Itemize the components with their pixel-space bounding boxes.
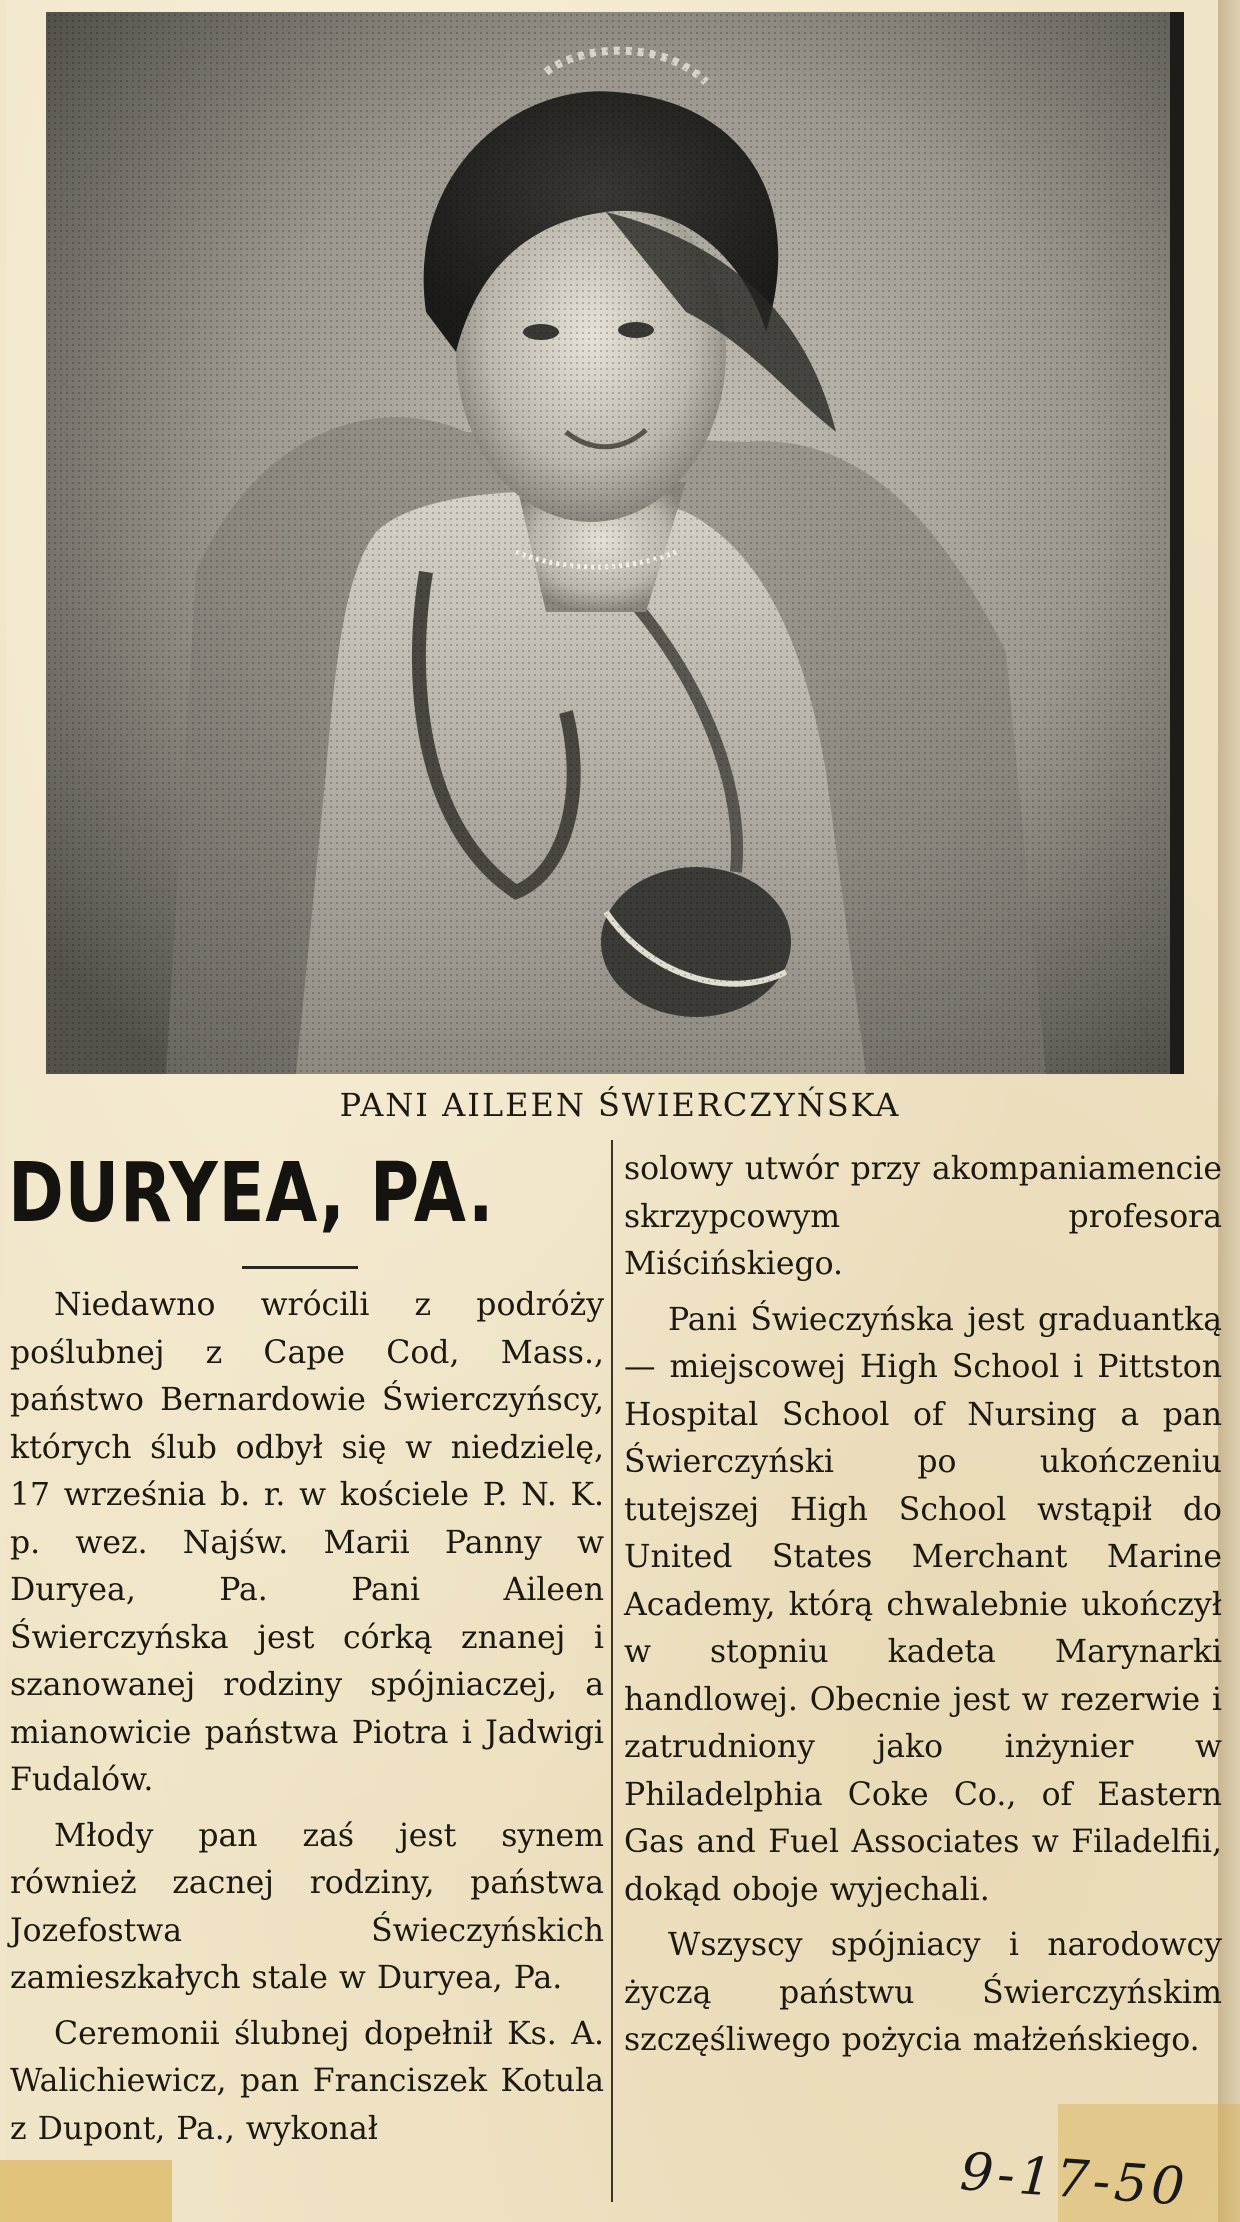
paragraph: Pani Świeczyńska jest graduantką — miejscowej High School i Pittston Hospital School of Nursing a pan Świerczyński po ukończeniu tutejszej High School wstąpił do United States Merchant Marine Academy, którą chwalebnie ukończył w stopniu kadeta Marynarki handlowej. Obecnie jest w rezerwie i zatrudniony jako inżynier w Philadelphia Coke Co., of Eastern Gas and Fuel Associates w Filadelfii, dokąd oboje wyjechali. — [624, 1301, 1222, 1908]
paragraph: Wszyscy spójniacy i narodowcy życzą państwu Świerczyńskim szczęśliwego pożycia małżeńskiego. — [624, 1927, 1222, 2058]
paragraph: solowy utwór przy akompaniamencie skrzypcowym profesora Miścińskiego. — [624, 1151, 1222, 1282]
handwritten-date: 9-17-50 — [958, 2142, 1191, 2218]
portrait-photo — [46, 12, 1184, 1074]
tape-strip — [0, 2160, 172, 2222]
headline-rule — [242, 1266, 358, 1269]
paragraph: Ceremonii ślubnej dopełnił Ks. A. Walichiewicz, pan Franciszek Kotula z Dupont, Pa., wykonał — [10, 2015, 604, 2147]
photo-caption: PANI AILEEN ŚWIERCZYŃSKA — [339, 1086, 901, 1124]
right-column — [624, 1146, 1222, 2065]
paragraph: Młody pan zaś jest synem również zacnej rodziny, państwa Jozefostwa Świeczyńskich zamieszkałych stale w Duryea, Pa. — [10, 1817, 604, 1996]
article-headline: DURYEA, PA. — [8, 1146, 495, 1241]
paragraph: Niedawno wrócili z podróży poślubnej z Cape Cod, Mass., państwo Bernardowie Świerczyńscy, których ślub odbył się w niedzielę, 17 września b. r. w kościele P. N. K. p. wez. Najśw. Marii Panny w Duryea, Pa. Pani Aileen Świerczyńska jest córką znanej i szanowanej rodziny spójniaczej, a mianowicie państwa Piotra i Jadwigi Fudalów. — [10, 1287, 604, 1798]
column-divider — [611, 1140, 613, 2202]
left-column — [10, 1282, 604, 2153]
